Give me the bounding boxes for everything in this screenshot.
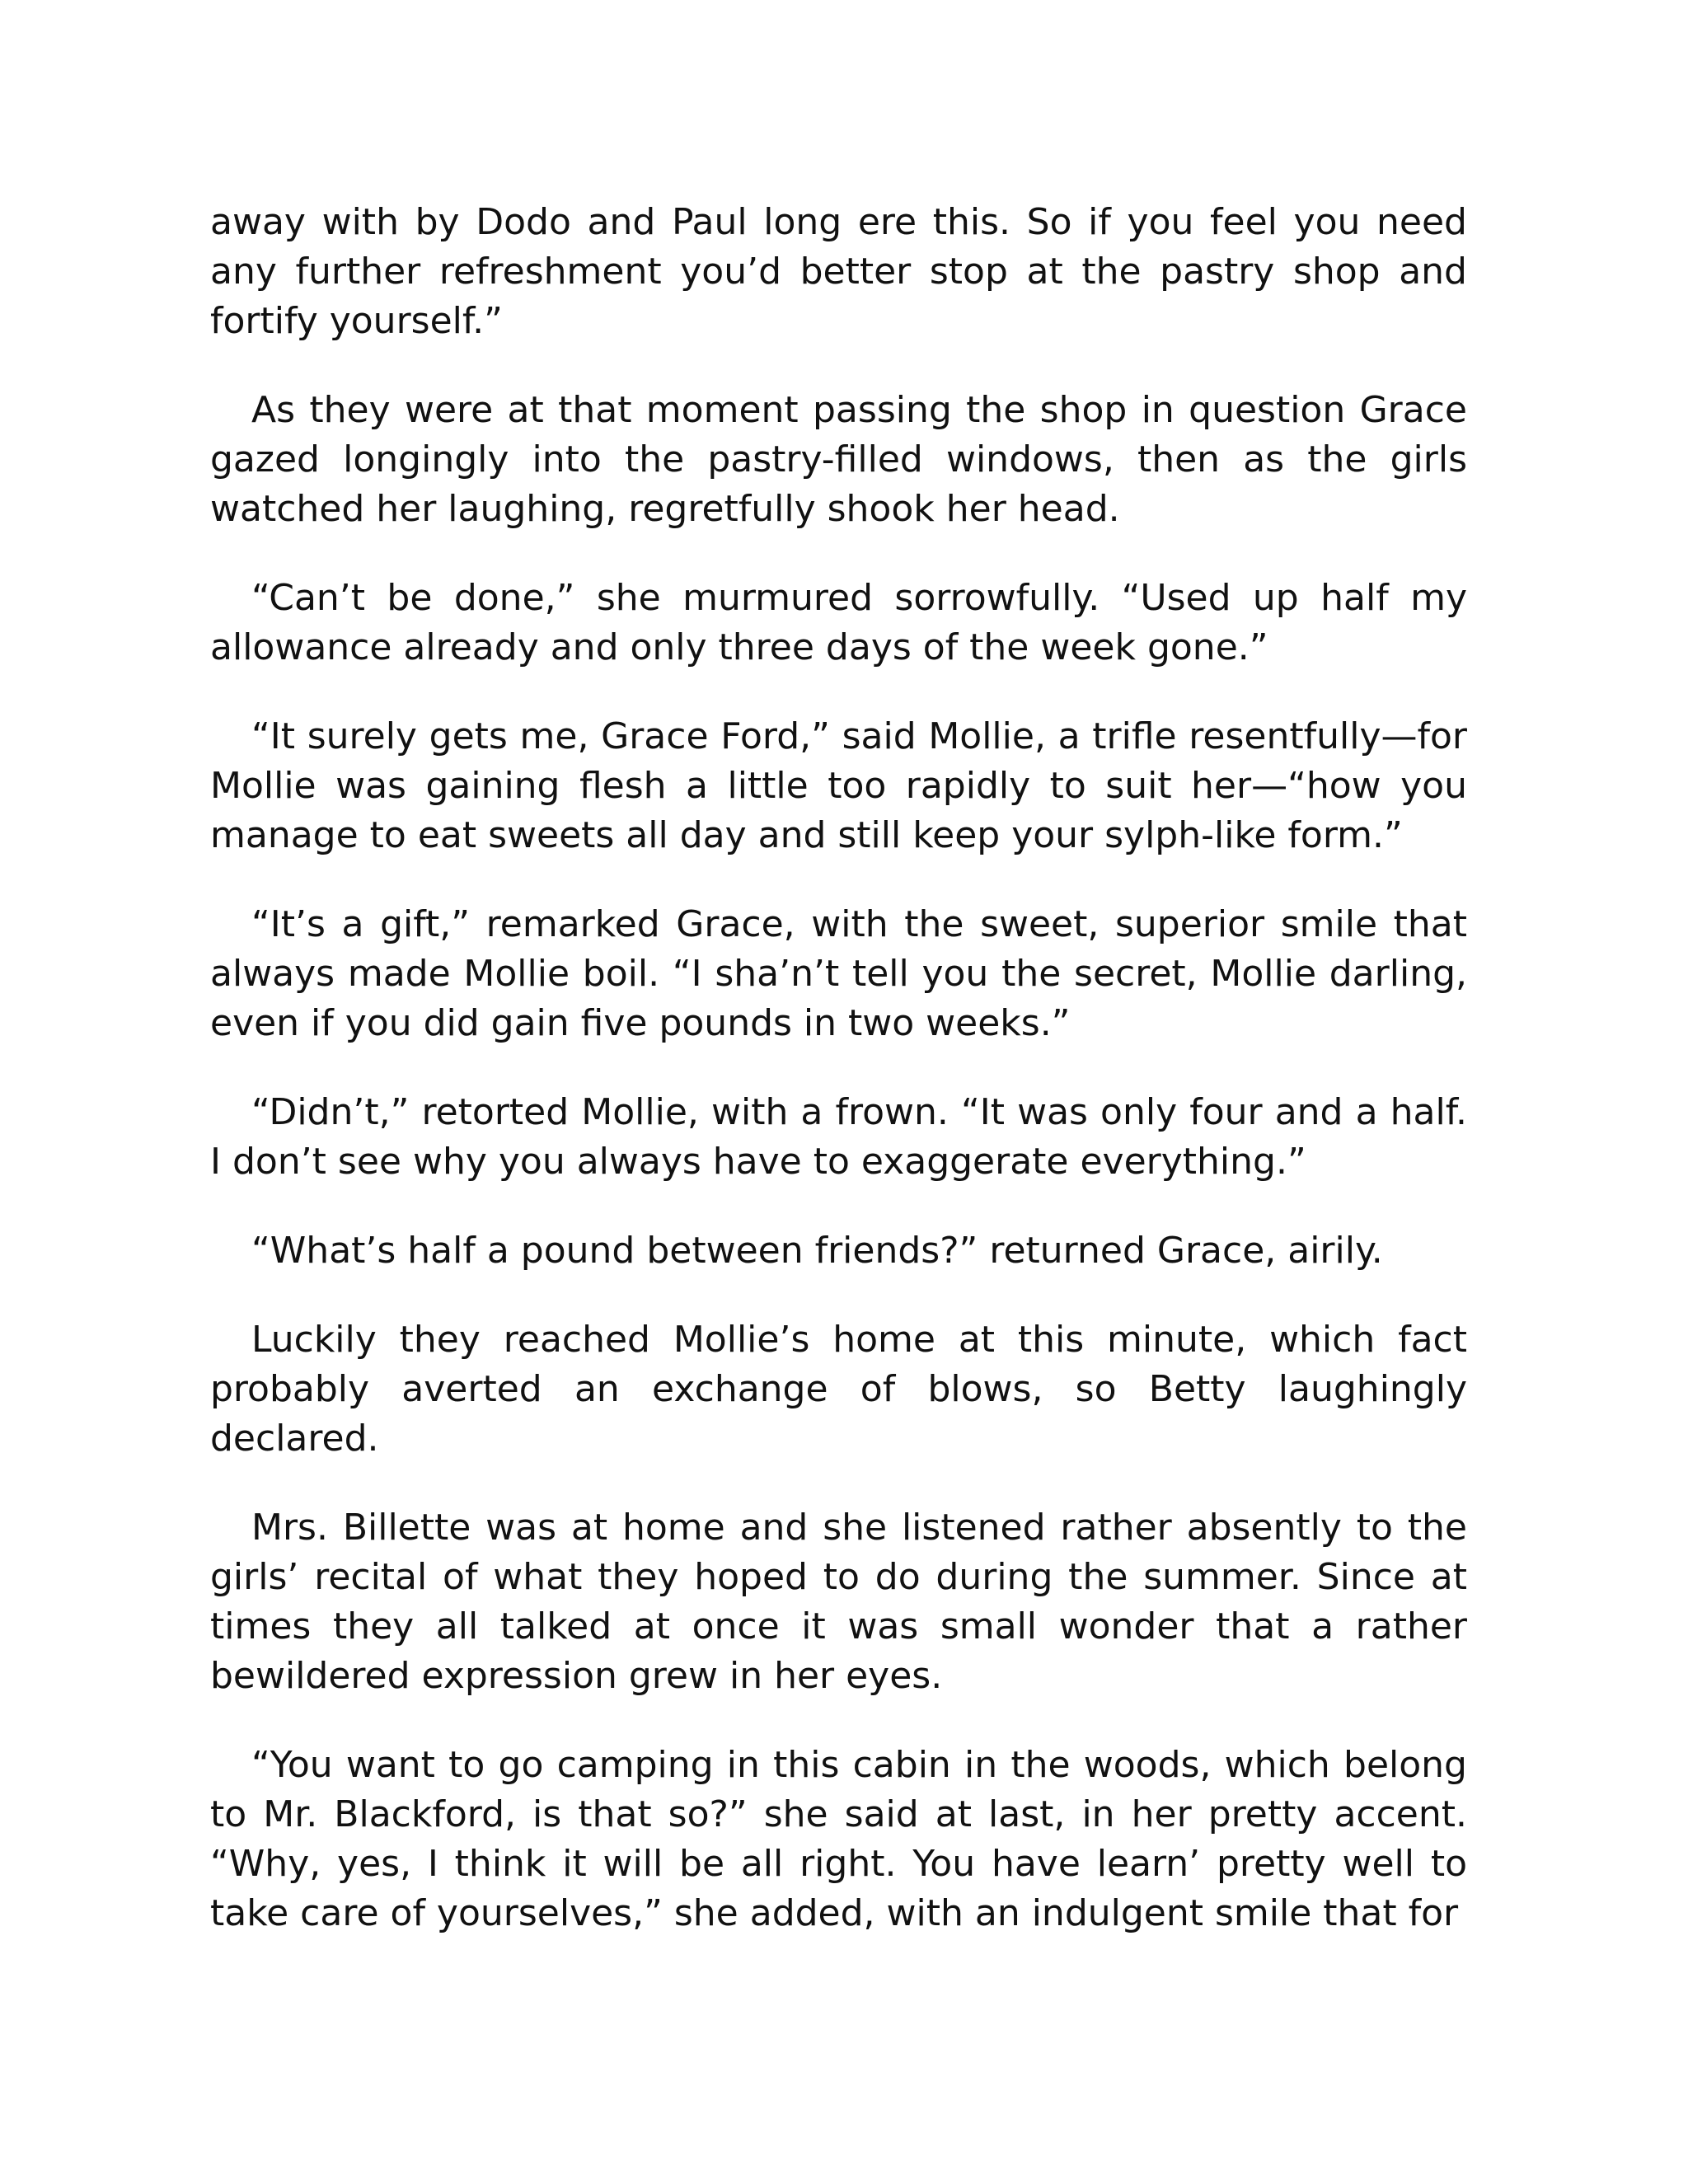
paragraph: “Can’t be done,” she murmured sorrowfully. “Used up half my allowance already and only three days of the week gone.” xyxy=(210,577,1467,668)
paragraph: “You want to go camping in this cabin in the woods, which belong to Mr. Blackford, is that so?” she said at last, in her pretty accent. “Why, yes, I think it will be all right. You have learn’ pretty well to take care of yourselves,” she added, with an indulgent smile that for xyxy=(210,1744,1467,1934)
paragraph: “It’s a gift,” remarked Grace, with the sweet, superior smile that always made Mollie boil. “I sha’n’t tell you the secret, Mollie darling, even if you did gain five pounds in two weeks.” xyxy=(210,903,1467,1044)
page-text xyxy=(210,198,1467,1978)
paragraph: “What’s half a pound between friends?” returned Grace, airily. xyxy=(251,1230,1383,1272)
paragraph: away with by Dodo and Paul long ere this. So if you feel you need any further refreshment you’d better stop at the pastry shop and fortify yourself.” xyxy=(210,201,1467,342)
paragraph: Mrs. Billette was at home and she listened rather absently to the girls’ recital of what they hoped to do during the summer. Since at times they all talked at once it was small wonder that a rather bewildered expression grew in her eyes. xyxy=(210,1507,1467,1697)
paragraph: “Didn’t,” retorted Mollie, with a frown. “It was only four and a half. I don’t see why you always have to exaggerate everything.” xyxy=(210,1091,1467,1183)
paragraph: “It surely gets me, Grace Ford,” said Mollie, a trifle resentfully—for Mollie was gaining flesh a little too rapidly to suit her—“how you manage to eat sweets all day and still keep your sylph-like form.” xyxy=(210,715,1467,856)
paragraph: As they were at that moment passing the shop in question Grace gazed longingly into the pastry-filled windows, then as the girls watched her laughing, regretfully shook her head. xyxy=(210,389,1467,530)
paragraph: Luckily they reached Mollie’s home at this minute, which fact probably averted an exchange of blows, so Betty laughingly declared. xyxy=(210,1319,1467,1460)
